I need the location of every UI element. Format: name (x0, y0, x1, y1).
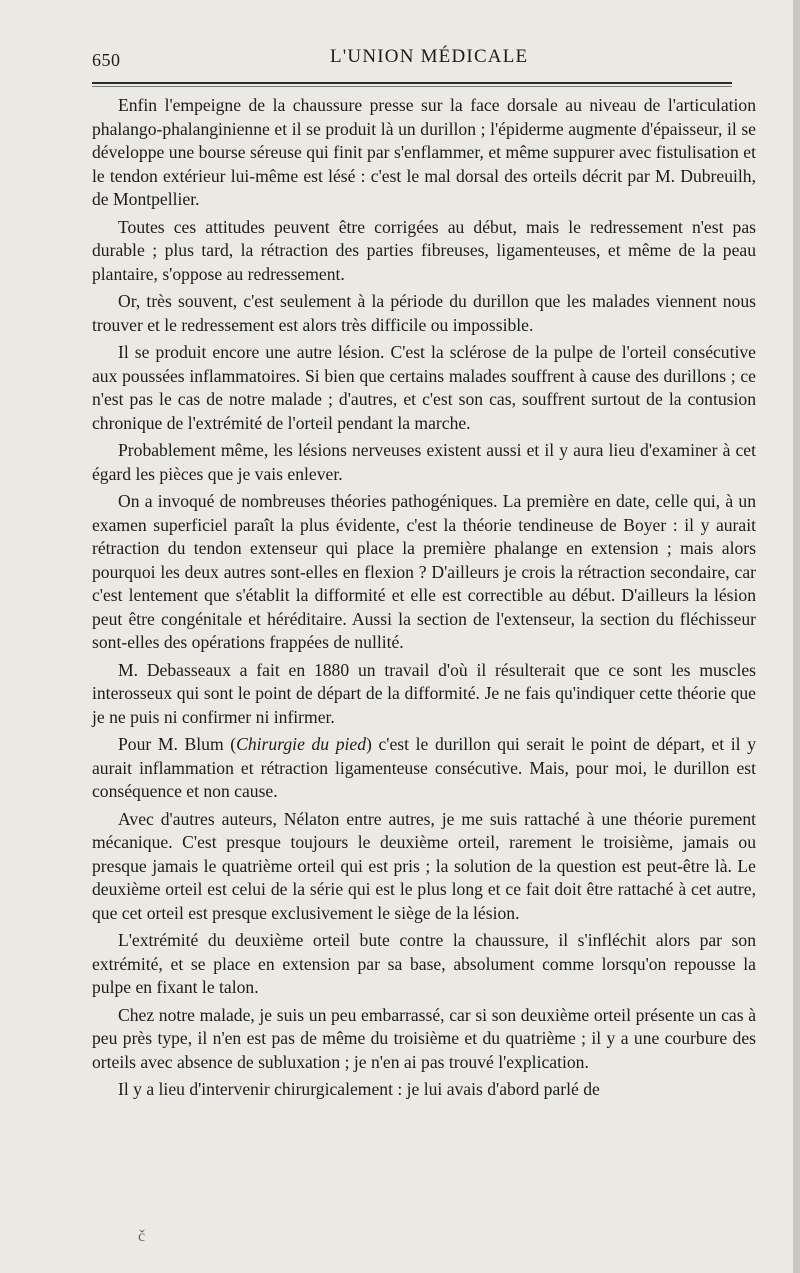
blum-text-after: ) c'est le durillon qui serait le point de départ, et il y aurait inflammation et rétraction ligamenteuse consécutive. Mais, pour moi, le durillon est conséquence et non cause. (92, 734, 756, 801)
running-title: L'UNION MÉDICALE (330, 46, 529, 67)
page-header (0, 44, 800, 74)
paragraph: Il y a lieu d'intervenir chirurgicalement : je lui avais d'abord parlé de (118, 1079, 600, 1099)
paragraph: Toutes ces attitudes peuvent être corrigées au début, mais le redressement n'est pas durable ; plus tard, la rétraction des parties fibreuses, ligamenteuses, et même de la peau plantaire, s'oppose au redressement. (92, 216, 756, 284)
paragraph: Enfin l'empeigne de la chaussure presse sur la face dorsale au niveau de l'articulation phalango-phalanginienne et il se produit là un durillon ; l'épiderme augmente d'épaisseur, il se développe une bourse séreuse qui finit par s'enflammer, et même suppurer avec fistulisation et le tendon extérieur lui-même est lésé : c'est le mal dorsal des orteils décrit par M. Dubreuilh, de Montpellier. (92, 95, 756, 209)
paragraph: Il se produit encore une autre lésion. C'est la sclérose de la pulpe de l'orteil consécutive aux poussées inflammatoires. Si bien que certains malades souffrent à cause des durillons ; ce n'est pas le cas de notre malade ; d'autres, et c'est son cas, souffrent surtout de la contusion chronique de l'extrémité de l'orteil pendant la marche. (92, 342, 756, 433)
paragraph: On a invoqué de nombreuses théories pathogéniques. La première en date, celle qui, à un examen superficiel paraît la plus évidente, c'est la théorie tendineuse de Boyer : il y aurait rétraction du tendon extenseur qui place la première phalange en extension ; mais alors pourquoi les deux autres sont-elles en flexion ? D'ailleurs je crois la rétraction secondaire, car c'est lentement que s'établit la difformité et elle est correctible au début. D'ailleurs la lésion peut être congénitale et héréditaire. Aussi la section de l'extenseur, la section du fléchisseur sont-elles des opérations frappées de nullité. (92, 491, 756, 652)
book-title: Chirurgie du pied (236, 734, 367, 754)
paragraph: Chez notre malade, je suis un peu embarrassé, car si son deuxième orteil présente un cas à peu près type, il n'en est pas de même du troisième et du quatrième ; il y a une courbure des orteils avec absence de subluxation ; je n'en ai pas trouvé l'explication. (92, 1004, 756, 1072)
footer-mark: č (138, 1228, 146, 1245)
blum-text-before: Pour M. Blum ( (118, 734, 237, 754)
page-edge (793, 0, 800, 1273)
page-number: 650 (92, 50, 121, 70)
paragraph: Probablement même, les lésions nerveuses existent aussi et il y aura lieu d'examiner à cet égard les pièces que je vais enlever. (92, 440, 756, 484)
paragraph: Avec d'autres auteurs, Nélaton entre autres, je me suis rattaché à une théorie purement mécanique. C'est presque toujours le deuxième orteil, rarement le troisième, jamais ou presque jamais le quatrième orteil qui est pris ; la solution de la question est peut-être là. Le deuxième orteil est celui de la série qui est le plus long et ce fait doit être rattaché à cet autre, que cet orteil est presque exclusivement le siège de la lésion. (92, 808, 756, 923)
paragraph: M. Debasseaux a fait en 1880 un travail d'où il résulterait que ce sont les muscles interosseux qui sont le point de départ de la difformité. Je ne fais qu'indiquer cette théorie que je ne puis ni confirmer ni infirmer. (92, 659, 756, 727)
paragraph-blum (92, 733, 756, 804)
paragraph: Or, très souvent, c'est seulement à la période du durillon que les malades viennent nous trouver et le redressement est alors très difficile ou impossible. (92, 291, 756, 335)
header-rule-thin (92, 86, 732, 87)
header-rule (92, 82, 732, 84)
paragraph: L'extrémité du deuxième orteil bute contre la chaussure, il s'infléchit alors par son extrémité, et se place en extension par sa base, absolument comme lorsqu'on repousse la pulpe en fixant le talon. (92, 930, 756, 997)
body-text (92, 94, 756, 1106)
